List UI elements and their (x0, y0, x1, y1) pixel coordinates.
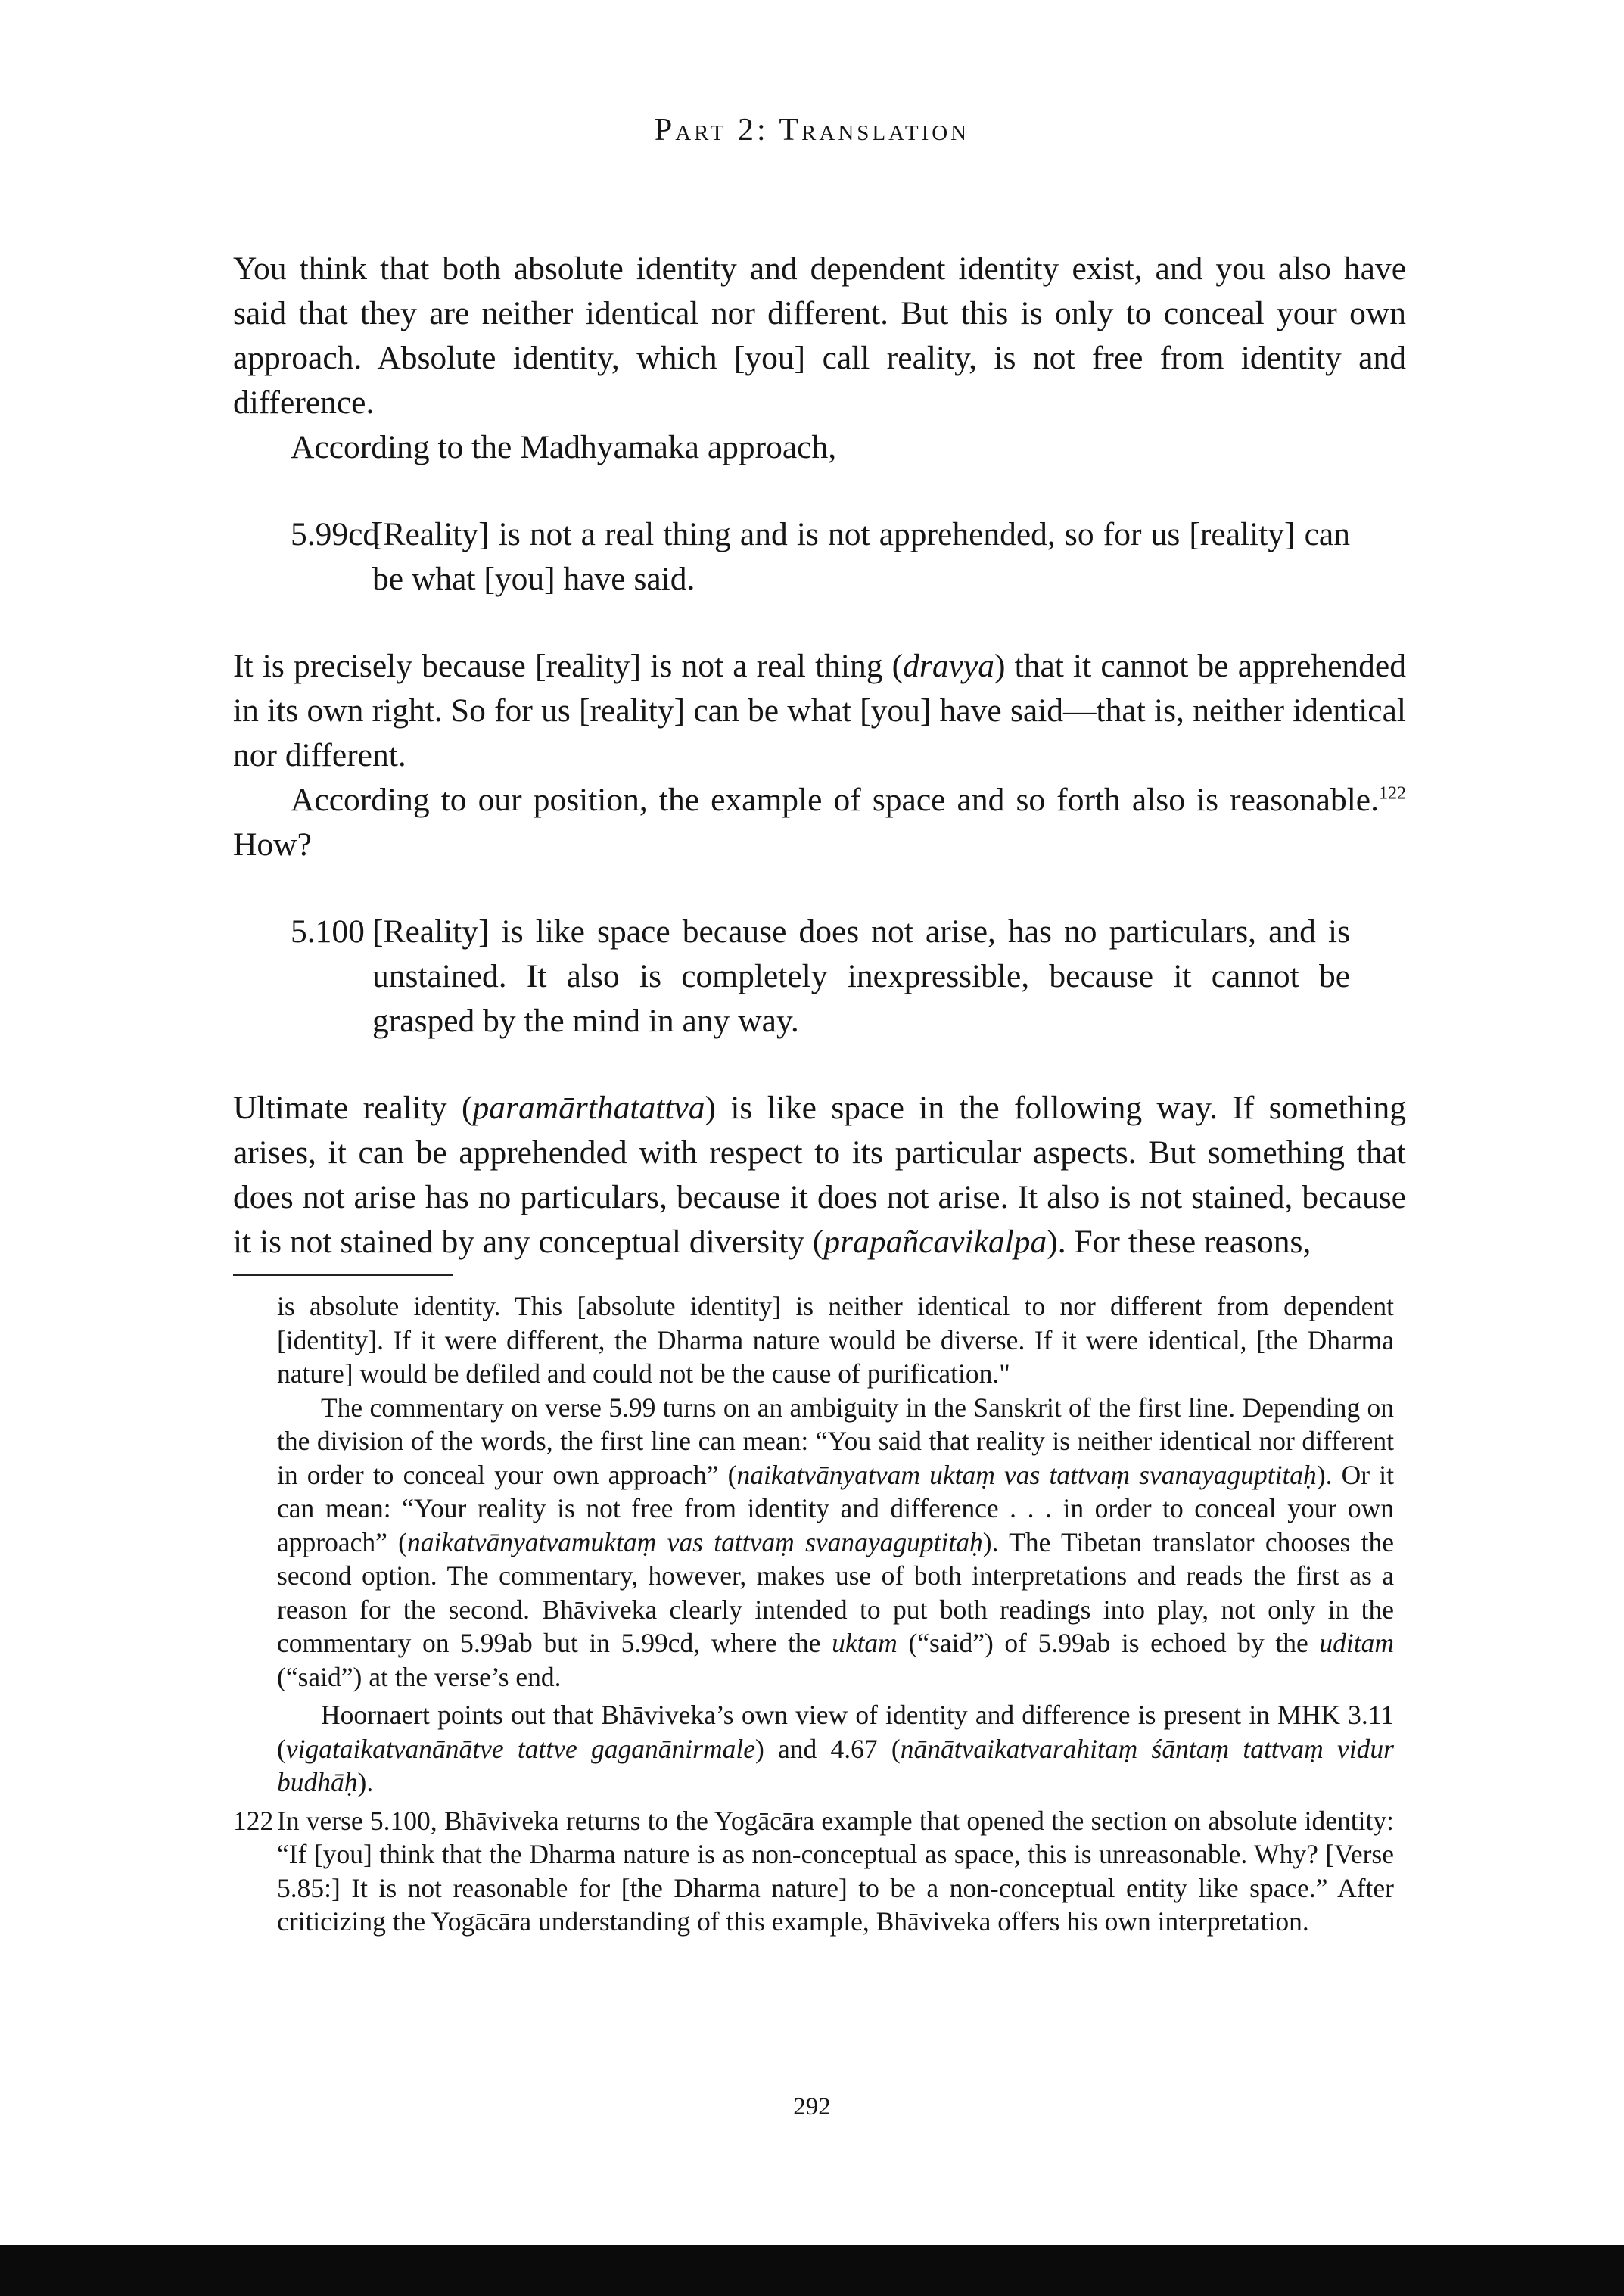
verse-number: 5.100 (291, 913, 365, 950)
verse-text: [Reality] is like space because does not arise, has no particulars, and is unstained. It also is completely inexpressible, because it cannot be grasped by the mind in any way. (372, 913, 1350, 1039)
verse-5-100 (291, 910, 1350, 1044)
paragraph-1: You think that both absolute identity and dependent identity exist, and you also have said that they are neither identical nor different. But this is only to conceal your own approach. Absolute identity, which [you] call reality, is not free from identity and difference. (233, 250, 1406, 421)
paragraph-3: It is precisely because [reality] is not a real thing (dravya) that it cannot be apprehended in its own right. So for us [reality] can be what [you] have said—that is, neither identical nor different. (233, 648, 1406, 773)
footnote-continuation: is absolute identity. This [absolute identity] is neither identical to nor different from dependent [identity]. If it were different, the Dharma nature would be diverse. If it were identical, [the Dharma nature] would be defiled and could not be the cause of purification." (277, 1291, 1394, 1389)
footnote-ref-122[interactable]: 122 (1379, 783, 1406, 804)
footnote-text: In verse 5.100, Bhāviveka returns to the Yogācāra example that opened the section on absolute identity: “If [you] think that the Dharma nature is as non-conceptual as space, this is unreasonable. Why? [Verse 5.85:] It is not reasonable for [the Dharma nature] to be a non-conceptual entity like space.” After criticizing the Yogācāra understanding of this example, Bhāviveka offers his own interpretation. (277, 1805, 1394, 1937)
verse-5-99cd (291, 512, 1350, 602)
footnote-number: 122 (233, 1805, 274, 1836)
running-header: Part 2: Translation (654, 113, 970, 148)
paragraph-4: According to our position, the example of space and so forth also is reasonable.$^{122}$ How? (233, 782, 1406, 863)
main-text (233, 247, 1406, 1265)
verse-text: [Reality] is not a real thing and is not apprehended, so for us [reality] can be what [you] have said. (372, 516, 1350, 597)
paragraph-5: Ultimate reality (paramārthatattva) is like space in the following way. If something arises, it can be apprehended with respect to its particular aspects. But something that does not arise has no particulars, because it does not arise. It also is not stained, because it is not stained by any conceptual diversity (prapañcavikalpa). For these reasons, (233, 1090, 1406, 1260)
sanskrit-term: paramārthatattva (472, 1090, 705, 1126)
verse-number: 5.99cd (291, 516, 380, 552)
page-number: 292 (793, 2093, 831, 2120)
scan-border (0, 2245, 1624, 2296)
sanskrit-term: prapañcavikalpa (823, 1224, 1047, 1260)
sanskrit-term: dravya (903, 648, 994, 684)
footnote-paragraph-2: The commentary on verse 5.99 turns on an ambiguity in the Sanskrit of the first line. Depending on the division of the words, the first line can mean: “You said that reality is neither identical nor different in order to conceal your own approach” (naikatvānyatvam uktaṃ vas tattvaṃ svanayaguptitaḥ). Or it can mean: “Your reality is not free from identity and difference . . . in order to conceal your own approach” (naikatvānyatvamuktaṃ vas tattvaṃ svanayaguptitaḥ). The Tibetan translator chooses the second option. The commentary, however, makes use of both interpretations and reads the first as a reason for the second. Bhāviveka clearly intended to put both readings into play, not only in the commentary on 5.99ab but in 5.99cd, where the uktam (“said”) of 5.99ab is echoed by the uditam (“said”) at the verse’s end. (277, 1392, 1395, 1692)
footnote-122 (233, 1804, 1394, 1939)
footnotes (233, 1290, 1394, 1939)
footnote-divider (233, 1274, 453, 1276)
paragraph-2: According to the Madhyamaka approach, (291, 429, 837, 465)
footnote-paragraph-3: Hoornaert points out that Bhāviveka’s own view of identity and difference is present in MHK 3.11 (vigataikatvanānātve tattve gaganānirmale) and 4.67 (nānātvaikatvarahitaṃ śāntaṃ tattvaṃ vidur budhāḥ). (277, 1700, 1394, 1797)
